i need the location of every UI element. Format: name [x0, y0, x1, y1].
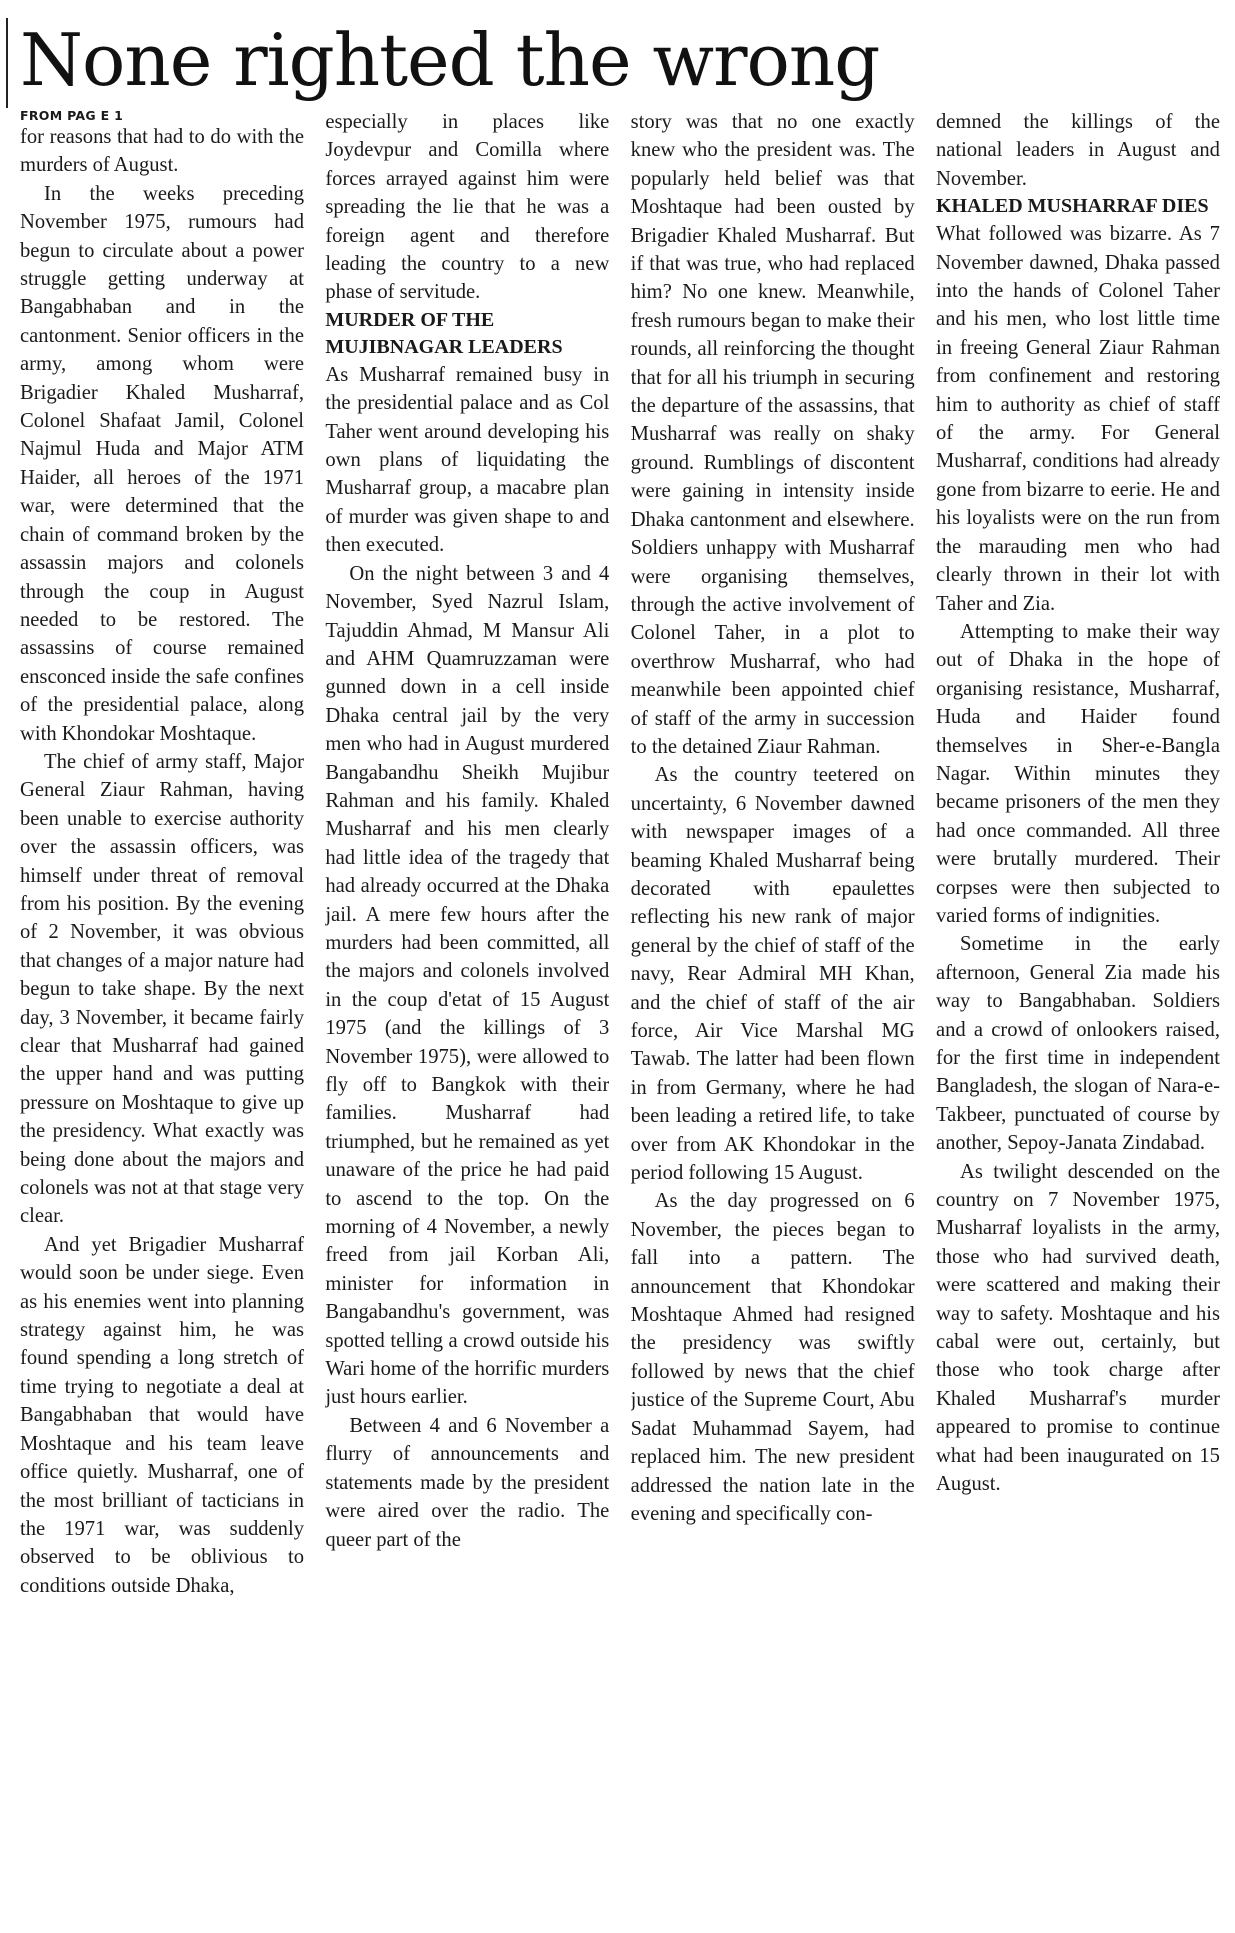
paragraph: And yet Brigadier Musharraf would soon be under siege. Even as his enemies went into planning strategy against him, he was found spending a long stretch of time trying to negotiate a deal at Bangabhaban that would have Moshtaque and his team leave office quietly. Musharraf, one of the most brilliant of tacticians in the 1971 war, was suddenly observed to be oblivious to conditions outside Dhaka,	[20, 1233, 304, 1597]
subhead: MURDER OF THE MUJIBNAGAR LEADERS	[325, 308, 563, 358]
paragraph: As twilight descended on the country on 7 November 1975, Musharraf loyalists in the army, those who had survived death, were scattered and making their way to safety. Moshtaque and his cabal were out, certainly, but those who took charge after Khaled Musharraf's murder appeared to promise to continue what had been inaugurated on 15 August.	[935, 1160, 1220, 1496]
paragraph: especially in places like Joydevpur and Comilla where forces arrayed against him were spreading the lie that he was a foreign agent and therefore leading the country to a new phase of servitude.	[325, 111, 610, 304]
column-rule	[6, 18, 8, 108]
paragraph: Sometime in the early afternoon, General Zia made his way to Bangabhaban. Soldiers and a crowd of onlookers raised, for the first time in independent Bangladesh, the slogan of Nara-e-Takbeer, punctuated of course by another, Sepoy-Janata Zindabad.	[935, 933, 1220, 1155]
paragraph: Between 4 and 6 November a flurry of announcements and statements made by the president were aired over the radio. The queer part of the	[325, 1414, 610, 1551]
paragraph: for reasons that had to do with the murders of August.	[20, 126, 304, 177]
column-3	[631, 108, 915, 1918]
column-4	[936, 108, 1220, 1918]
paragraph: As the day progressed on 6 November, the pieces began to fall into a pattern. The announcement that Khondokar Moshtaque Ahmed had resigned the presidency was swiftly followed by news that the chief justice of the Supreme Court, Abu Sadat Muhammad Sayem, had replaced him. The new president addressed the nation late in the evening and specifically con-	[630, 1190, 915, 1525]
article-body	[20, 108, 1220, 1918]
paragraph: demned the killings of the national leaders in August and November.	[935, 111, 1220, 190]
headline: None righted the wrong	[20, 18, 880, 102]
paragraph: As the country teetered on uncertainty, 6 November dawned with newspaper images of a beaming Khaled Musharraf being decorated with epaulettes reflecting his new rank of major general by the chief of staff of the navy, Rear Admiral MH Khan, and the chief of staff of the air force, Air Vice Marshal MG Tawab. The latter had been flown in from Germany, where he had been leading a retired life, to take over from AK Khondokar in the period following 15 August.	[630, 764, 915, 1185]
paragraph: What followed was bizarre. As 7 November dawned, Dhaka passed into the hands of Colonel Taher and his men, who lost little time in freeing General Ziaur Rahman from confinement and restoring him to authority as chief of staff of the army. For General Musharraf, conditions had already gone from bizarre to eerie. He and his loyalists were on the run from the marauding men who had clearly thrown in their lot with Taher and Zia.	[935, 223, 1220, 615]
paragraph: In the weeks preceding November 1975, rumours had begun to circulate about a power struggle getting underway at Bangabhaban and in the cantonment. Senior officers in the army, among whom were Brigadier Khaled Musharraf, Colonel Shafaat Jamil, Colonel Najmul Huda and Major ATM Haider, all heroes of the 1971 war, were determined that the chain of command broken by the assassin majors and colonels through the coup in August needed to be restored. The assassins of course remained ensconced inside the safe confines of the presidential palace, along with Khondokar Moshtaque.	[20, 182, 304, 745]
paragraph: The chief of army staff, Major General Ziaur Rahman, having been unable to exercise authority over the assassin officers, was himself under threat of removal from his position. By the evening of 2 November, it was obvious that changes of a major nature had begun to take shape. By the next day, 3 November, it became fairly clear that Musharraf had gained the upper hand and was putting pressure on Moshtaque to give up the presidency. What exactly was being done about the majors and colonels was not at that stage very clear.	[20, 750, 304, 1228]
column-2	[325, 108, 609, 1918]
subhead: KHALED MUSHARRAF DIES	[935, 195, 1209, 218]
paragraph: story was that no one exactly knew who the president was. The popularly held belief was that Moshtaque had been ousted by Brigadier Khaled Musharraf. But if that was true, who had replaced him? No one knew. Meanwhile, fresh rumours began to make their rounds, all reinforcing the thought that for all his triumph in securing the departure of the assassins, that Musharraf was really on shaky ground. Rumblings of discontent were gaining in intensity inside Dhaka cantonment and elsewhere. Soldiers unhappy with Musharraf were organising themselves, through the active involvement of Colonel Taher, in a plot to overthrow Musharraf, who had meanwhile been appointed chief of staff of the army in succession to the detained Ziaur Rahman.	[630, 111, 915, 758]
column-1	[20, 108, 304, 1918]
jump-line: FROM PAG E 1	[20, 108, 124, 123]
paragraph: As Musharraf remained busy in the presidential palace and as Col Taher went around developing his own plans of liquidating the Musharraf group, a macabre plan of murder was given shape to and then executed.	[325, 363, 610, 557]
paragraph: Attempting to make their way out of Dhaka in the hope of organising resistance, Musharraf, Huda and Haider found themselves in Sher-e-Bangla Nagar. Within minutes they became prisoners of the men they had once commanded. All three were brutally murdered. Their corpses were then subjected to varied forms of indignities.	[935, 620, 1220, 927]
paragraph: On the night between 3 and 4 November, Syed Nazrul Islam, Tajuddin Ahmad, M Mansur Ali and AHM Quamruzzaman were gunned down in a cell inside Dhaka central jail by the very men who had in August murdered Bangabandhu Sheikh Mujibur Rahman and his family. Khaled Musharraf and his men clearly had little idea of the tragedy that had already occurred at the Dhaka jail. A mere few hours after the murders had been committed, all the majors and colonels involved in the coup d'etat of 15 August 1975 (and the killings of 3 November 1975), were allowed to fly off to Bangkok with their families. Musharraf had triumphed, but he remained as yet unaware of the price he had paid to ascend to the top. On the morning of 4 November, a newly freed from jail Korban Ali, minister for information in Bangabandhu's government, was spotted telling a crowd outside his Wari home of the horrific murders just hours earlier.	[325, 562, 610, 1409]
